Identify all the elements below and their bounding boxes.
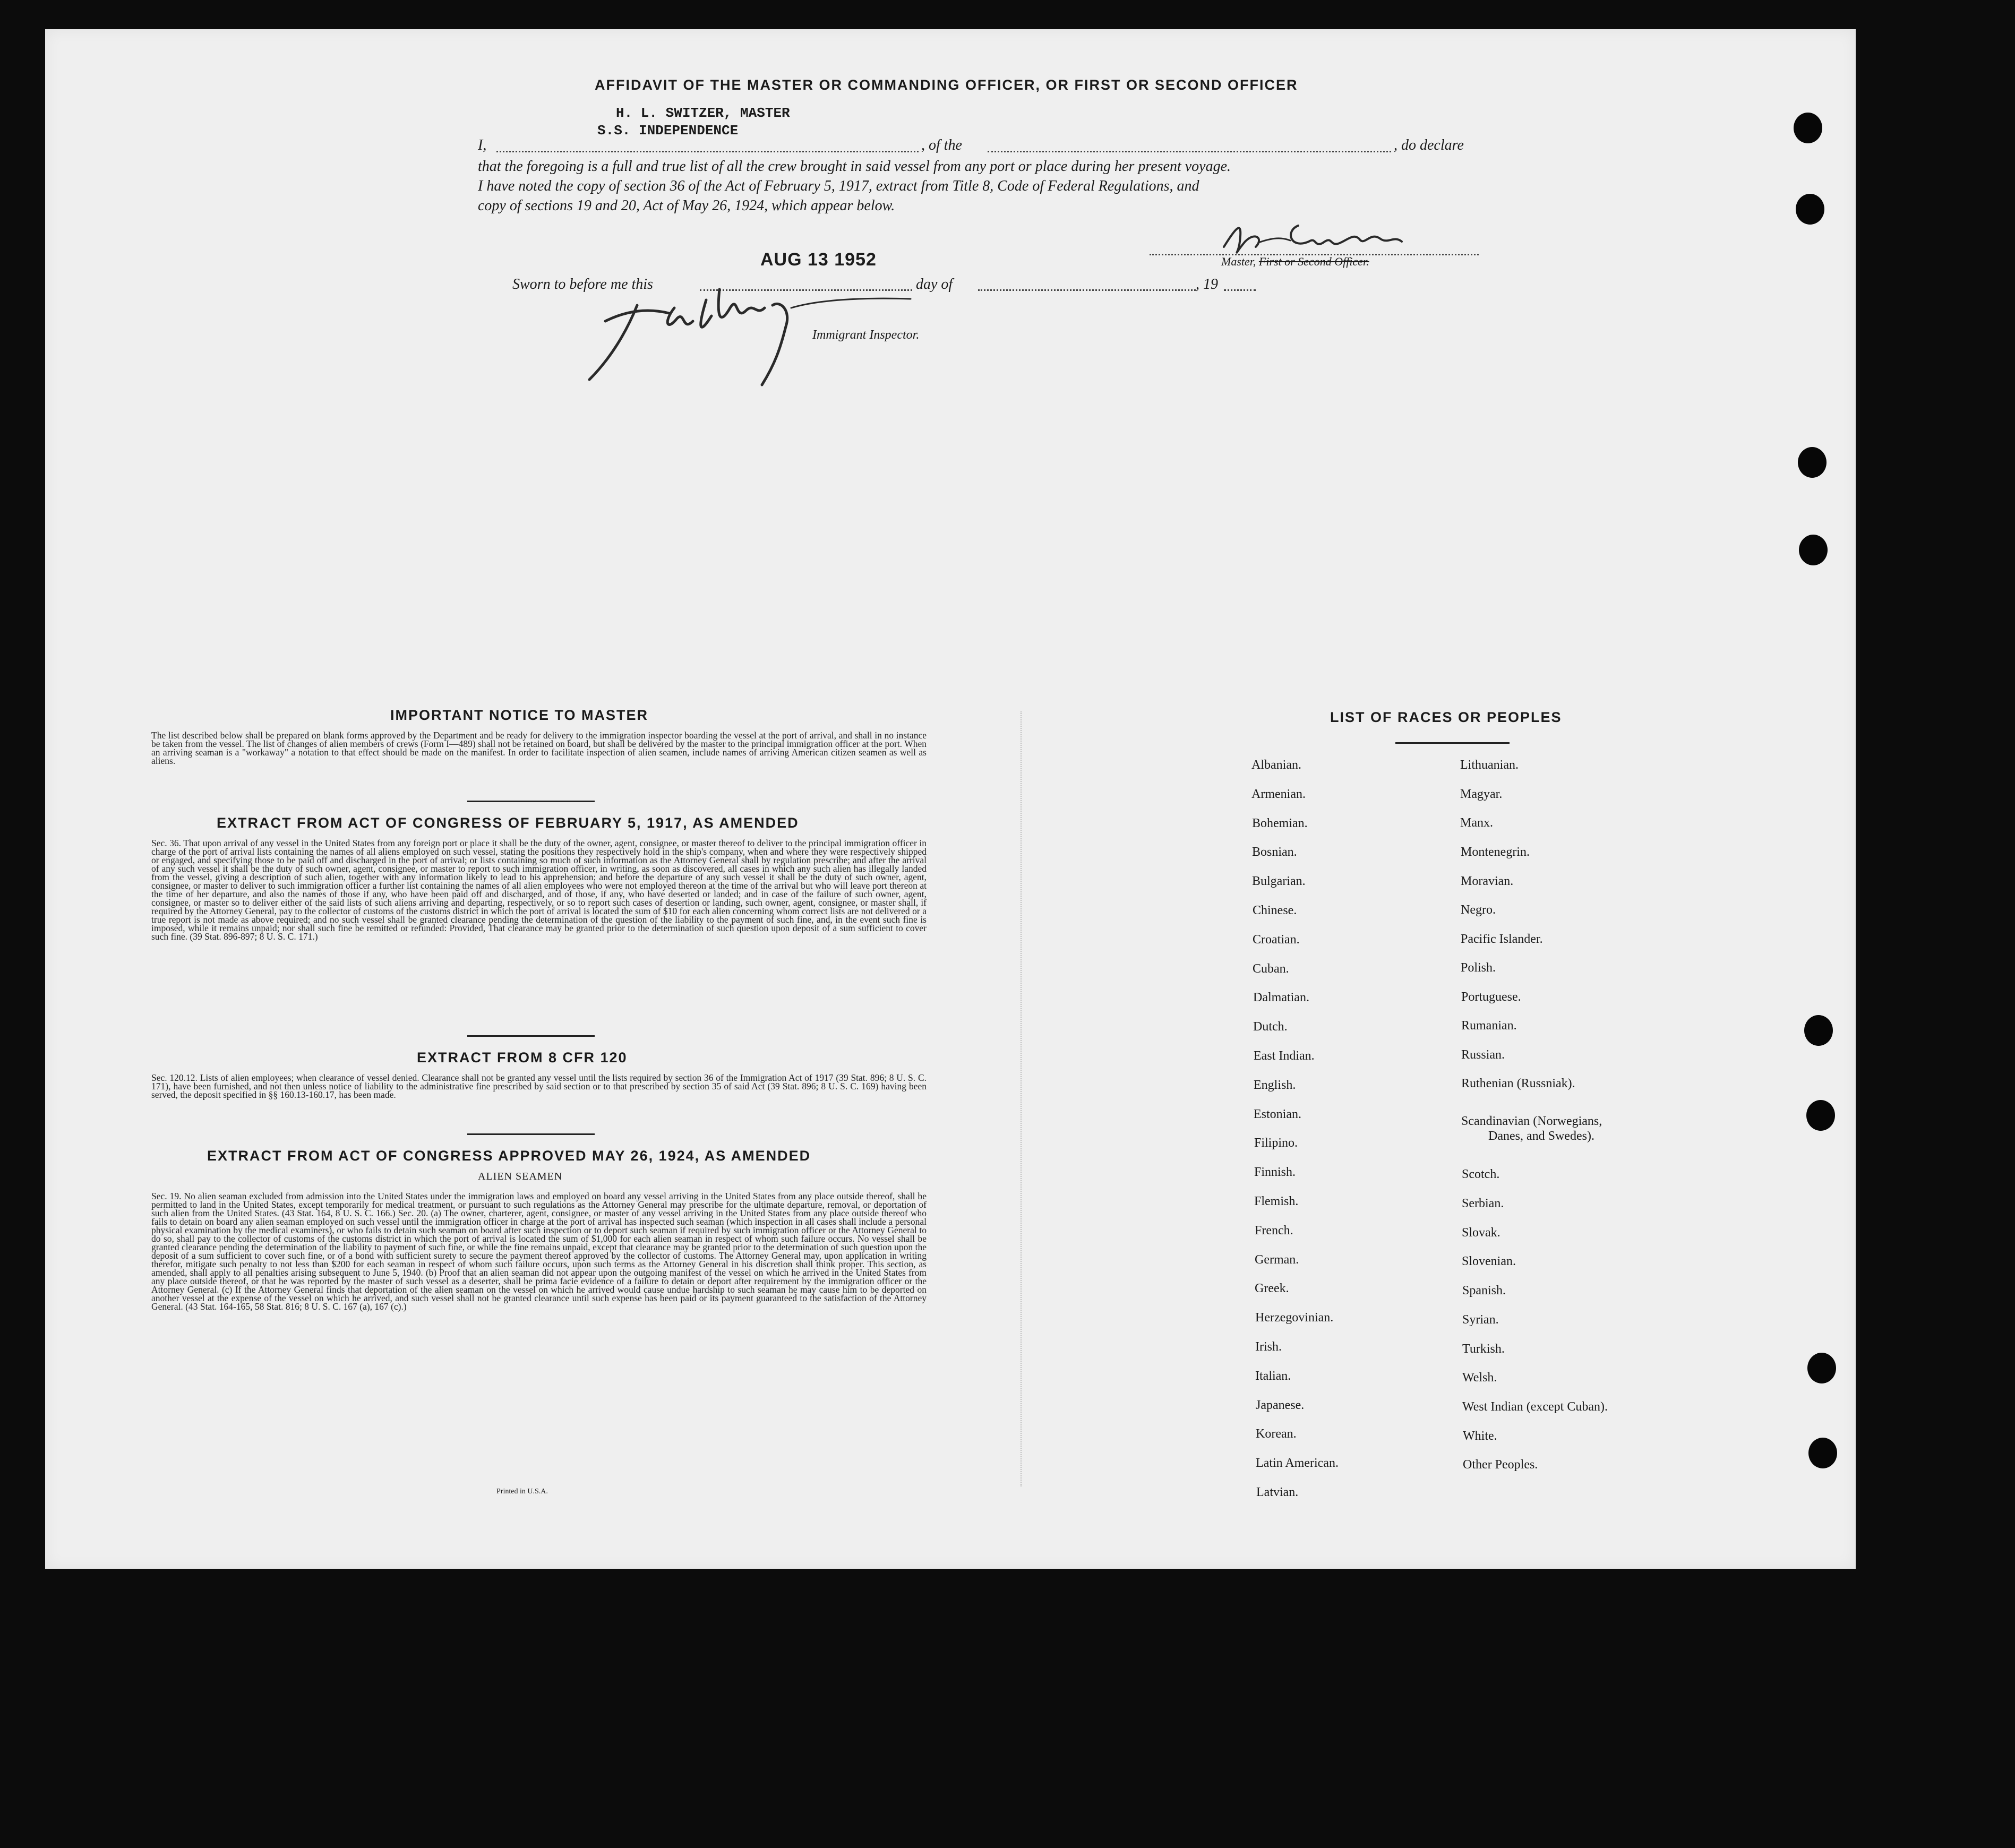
affidavit-declaration-line: that the foregoing is a full and true list of all the crew brought in said vessel from any port or place during her present voyage. <box>478 158 1231 175</box>
extract-1917-text: Sec. 36. That upon arrival of any vessel in the United States from any foreign port or place it shall be the duty of the owner, agent, consignee, or master thereof to deliver to the principal immigration officer in charge of the port of arrival lists containing the names of all aliens employed on such vessel, stating the positions they respectively hold in the ship's company, when and where they were respectively shipped or engaged, and specifying those to be paid off and discharged in the port of arrival; or lists containing so much of such information as the Attorney General shall by regulation prescribe; and after the arrival of any such vessel it shall be the duty of such owner, agent, consignee, or master to report to such immigration officer, in writing, as soon as discovered, all cases in which any such alien has illegally landed from the vessel, giving a description of such alien, together with any information likely to lead to his apprehension; and before the departure of any such vessel it shall be the duty of such owner, agent, consignee, or master to deliver to such immigration officer a further list containing the names of all alien employees who were not employed thereon at the time of the arrival but who will leave port thereon at the time of her departure, and also the names of those if any, who have been paid off and discharged, and of those, if any, who have deserted or landed; and in case of the failure of such owner, agent, consignee, or master so to deliver either of the said lists of such aliens arriving and departing, respectively, or so to report such cases of desertion or landing, such owner, agent, consignee, or master shall, if required by the Attorney General, pay to the collector of customs of the customs district in which the port of arrival is located the sum of $10 for each alien concerning whom correct lists are not delivered or a true report is not made as above required; and no such vessel shall be granted clearance pending the determination of the question of the liability to the payment of such fine, and, in the event such fine is imposed, while it remains unpaid; nor shall such fine be remitted or refunded: Provided, That clearance may be granted prior to the determination of such question upon deposit of a sum sufficient to cover such fine. (39 Stat. 896-897; 8 U. S. C. 171.) <box>151 838 927 942</box>
race-item: Chinese. <box>1253 904 1297 917</box>
race-item: Irish. <box>1255 1340 1282 1354</box>
punch-hole <box>1799 535 1828 565</box>
race-item: Greek. <box>1255 1282 1289 1295</box>
notice-text: The list described below shall be prepared on blank forms approved by the Department and be ready for delivery to the immigration inspector boarding the vessel at the port of arrival, and shall in no instance be taken from the vessel. The list of changes of alien members of crews (Form I—489) shall not be retained on board, but shall be delivered by the master to the principal immigration officer at the port. When an arriving seaman is a "workaway" a notation to that effect should be made on the manifest. In order to facilitate inspection of alien seamen, include names of arriving American citizen seamen as well as aliens. <box>151 730 927 766</box>
race-item: Serbian. <box>1462 1197 1504 1210</box>
month-blank <box>978 289 1196 291</box>
races-title-rule <box>1395 742 1510 744</box>
printed-in-usa: Printed in U.S.A. <box>496 1488 548 1495</box>
race-item: Negro. <box>1461 903 1496 917</box>
race-item: Scotch. <box>1462 1167 1500 1181</box>
race-item: Ruthenian (Russniak). <box>1461 1077 1575 1090</box>
divider-rule <box>467 801 595 802</box>
master-caption-struck: First or Second Officer. <box>1258 255 1369 268</box>
race-item: Latvian. <box>1256 1485 1299 1499</box>
extract-cfr-title: EXTRACT FROM 8 CFR 120 <box>417 1050 628 1065</box>
race-item: Syrian. <box>1462 1313 1499 1327</box>
typed-master-name: H. L. SWITZER, MASTER <box>616 105 790 121</box>
race-item: Turkish. <box>1462 1342 1505 1356</box>
race-item: Scandinavian (Norwegians, <box>1461 1114 1602 1128</box>
manifest-page <box>45 29 1856 1569</box>
punch-hole <box>1808 1438 1837 1468</box>
race-item: Bohemian. <box>1252 816 1308 830</box>
race-item: Bulgarian. <box>1252 874 1306 888</box>
extract-cfr-text: Sec. 120.12. Lists of alien employees; when clearance of vessel denied. Clearance shall not be granted any vessel until the lists required by section 36 of the Immigration Act of 1917 (39 Stat. 896; 8 U. S. C. 171), have been furnished, and not then unless notice of liability to the administrative fine prescribed by said section or to that prescribed by section 35 of said Act (39 Stat. 896; 8 U. S. C. 169) having been served, the deposit specified in §§ 160.13-160.17, has been made. <box>151 1072 927 1100</box>
race-item: Welsh. <box>1462 1371 1497 1385</box>
race-item: English. <box>1254 1078 1296 1092</box>
notice-title: IMPORTANT NOTICE TO MASTER <box>390 707 648 723</box>
punch-hole <box>1807 1353 1836 1383</box>
inspector-caption: Immigrant Inspector. <box>812 328 920 342</box>
race-item: Filipino. <box>1254 1136 1298 1150</box>
master-caption <box>1221 255 1369 269</box>
race-item: Latin American. <box>1256 1456 1339 1470</box>
race-item: Manx. <box>1460 816 1493 830</box>
race-item: Estonian. <box>1254 1107 1301 1121</box>
punch-hole <box>1804 1015 1833 1046</box>
extract-1917-title: EXTRACT FROM ACT OF CONGRESS OF FEBRUARY 5, 1917, AS AMENDED <box>217 815 799 831</box>
race-item: Russian. <box>1461 1048 1505 1062</box>
master-caption-plain: Master, <box>1221 255 1256 268</box>
race-item: French. <box>1255 1224 1293 1237</box>
affidavit-of-the-label: , of the <box>921 137 962 153</box>
year-prefix: , 19 <box>1196 276 1218 293</box>
day-of-label: day of <box>916 276 953 293</box>
race-item: Spanish. <box>1462 1284 1506 1297</box>
race-item: Rumanian. <box>1461 1019 1517 1033</box>
race-item: Albanian. <box>1251 758 1301 772</box>
race-item: Slovenian. <box>1462 1254 1516 1268</box>
year-blank <box>1224 289 1256 291</box>
race-item: Slovak. <box>1462 1226 1500 1240</box>
race-item: Portuguese. <box>1461 990 1521 1004</box>
punch-hole <box>1798 447 1827 478</box>
sworn-label: Sworn to before me this <box>512 276 653 293</box>
race-item: White. <box>1463 1429 1497 1443</box>
extract-1924-text: Sec. 19. No alien seaman excluded from admission into the United States under the immigration laws and employed on board any vessel arriving in the United States from any place outside thereof, shall be permitted to land in the United States, except temporarily for medical treatment, or pursuant to such regulations as the Attorney General may prescribe for the ultimate departure, removal, or deportation of such alien from the United States. (43 Stat. 164, 8 U. S. C. 166.) Sec. 20. (a) The owner, charterer, agent, consignee, or master of any vessel arriving in the United States from any place outside thereof who fails to detain on board any alien seaman employed on such vessel until the immigration officer in charge at the port of arrival has inspected such seaman (which inspection in all cases shall include a personal physical examination by the medical examiners), or who fails to detain such seaman on board after such inspection or to deport such seaman if required by such immigration officer or the Attorney General to do so, shall pay to the collector of customs of the customs district in which the port of arrival is located the sum of $1,000 for each alien seaman in respect of whom such failure occurs. No vessel shall be granted clearance pending the determination of the liability to payment of such fine, or while the fine remains unpaid, except that clearance may be granted prior to the determination of such question upon the deposit of a sum sufficient to cover such fine, or of a bond with sufficient surety to secure the payment thereof approved by the collector of customs. The Attorney General may, upon application in writing therefor, mitigate such penalty to not less than $200 for each seaman in respect of whom such failure occurs, upon such terms as the Attorney General in his discretion shall think proper. This section, as amended, shall apply to all penalties arising subsequent to June 5, 1940. (b) Proof that an alien seaman did not appear upon the outgoing manifest of the vessel on which he arrived in the United States from any place outside thereof, or that he was reported by the master of such vessel as a deserter, shall be prima facie evidence of a failure to detain or deport after requirement by the immigration officer or the Attorney General. (c) If the Attorney General finds that deportation of the alien seaman on the vessel on which he arrived would cause undue hardship to such seaman he may cause him to be deported on another vessel at the expense of the vessel on which he arrived, and such vessel shall not be granted clearance until such expense has been paid or its payment guaranteed to the satisfaction of the Attorney General. (43 Stat. 164-165, 58 Stat. 816; 8 U. S. C. 167 (a), 167 (c).) <box>151 1191 927 1312</box>
race-item: Other Peoples. <box>1463 1458 1538 1472</box>
race-item: Dalmatian. <box>1253 991 1309 1004</box>
name-blank-line <box>496 151 919 152</box>
vessel-blank-line <box>988 151 1391 152</box>
race-item: Danes, and Swedes). <box>1488 1129 1594 1143</box>
date-stamp: AUG 13 1952 <box>760 250 877 270</box>
column-fold-mark <box>1021 711 1022 1486</box>
punch-hole <box>1796 194 1824 225</box>
race-item: Finnish. <box>1254 1165 1296 1179</box>
affidavit-i-label: I, <box>478 137 487 153</box>
race-item: Japanese. <box>1256 1398 1305 1412</box>
race-item: Herzegovinian. <box>1255 1311 1334 1325</box>
race-item: Pacific Islander. <box>1461 932 1543 946</box>
affidavit-statute-line-2: copy of sections 19 and 20, Act of May 26, 1924, which appear below. <box>478 197 895 214</box>
extract-1924-title: EXTRACT FROM ACT OF CONGRESS APPROVED MAY 26, 1924, AS AMENDED <box>207 1148 811 1164</box>
race-item: Korean. <box>1256 1427 1297 1441</box>
race-item: Croatian. <box>1253 933 1300 947</box>
affidavit-title: AFFIDAVIT OF THE MASTER OR COMMANDING OFFICER, OR FIRST OR SECOND OFFICER <box>595 77 1298 93</box>
race-item: Lithuanian. <box>1460 758 1519 772</box>
race-item: West Indian (except Cuban). <box>1462 1400 1608 1414</box>
race-item: Moravian. <box>1461 874 1514 888</box>
race-item: Montenegrin. <box>1461 845 1530 859</box>
race-item: Italian. <box>1255 1369 1291 1383</box>
race-item: German. <box>1255 1253 1299 1267</box>
divider-rule <box>467 1133 595 1135</box>
race-item: Bosnian. <box>1252 845 1297 859</box>
race-item: Flemish. <box>1254 1194 1299 1208</box>
divider-rule <box>467 1035 595 1037</box>
race-item: Polish. <box>1461 961 1496 975</box>
affidavit-statute-line: I have noted the copy of section 36 of the Act of February 5, 1917, extract from Title 8, Code of Federal Regulations, and <box>478 178 1199 194</box>
race-item: Dutch. <box>1253 1020 1288 1034</box>
punch-hole <box>1806 1100 1835 1131</box>
race-item: Cuban. <box>1253 962 1289 976</box>
races-title: LIST OF RACES OR PEOPLES <box>1330 709 1562 725</box>
race-item: Magyar. <box>1460 787 1503 801</box>
race-item: East Indian. <box>1254 1049 1315 1063</box>
typed-vessel-name: S.S. INDEPENDENCE <box>597 123 739 139</box>
punch-hole <box>1794 113 1822 143</box>
affidavit-do-declare: , do declare <box>1394 137 1464 153</box>
alien-seamen-subtitle: ALIEN SEAMEN <box>478 1171 563 1182</box>
race-item: Armenian. <box>1251 787 1306 801</box>
inspector-signature <box>584 257 929 396</box>
